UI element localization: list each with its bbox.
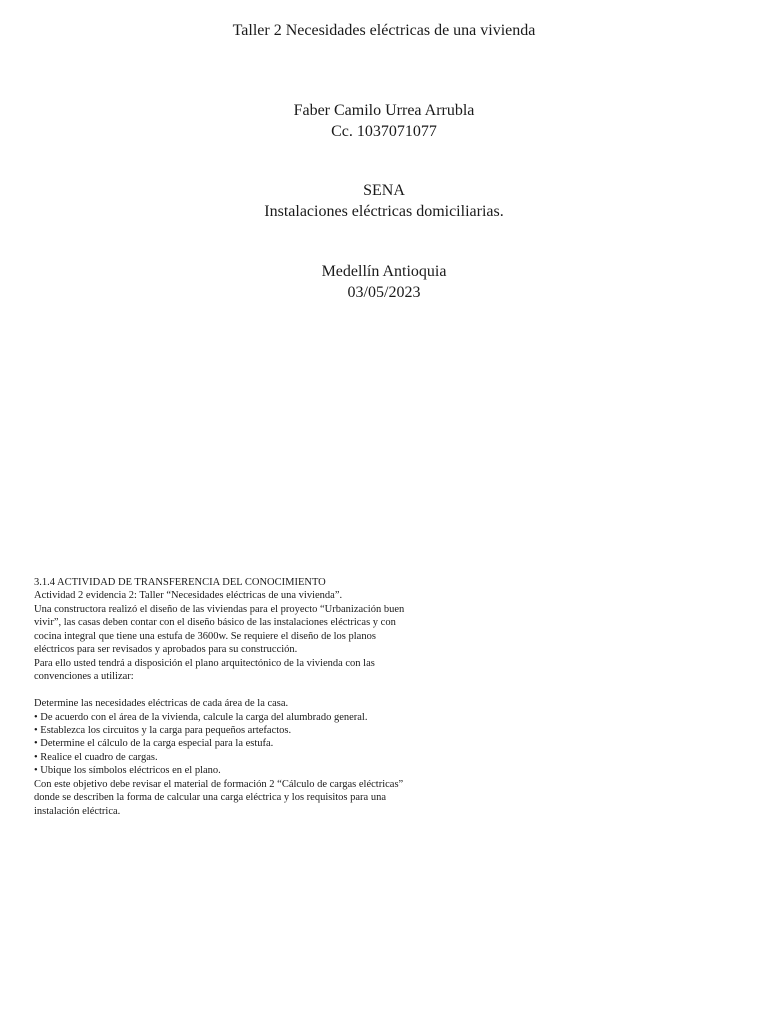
paragraph-line: eléctricos para ser revisados y aprobados para su construcción.	[34, 644, 298, 656]
paragraph-line: Para ello usted tendrá a disposición el plano arquitectónico de la vivienda con las	[34, 657, 375, 669]
paragraph-line: vivir”, las casas deben contar con el diseño básico de las instalaciones eléctricas y con	[34, 617, 396, 629]
bullet-item: • Determine el cálculo de la carga especial para la estufa.	[34, 738, 274, 750]
bullet-item: • De acuerdo con el área de la vivienda, calcule la carga del alumbrado general.	[34, 711, 368, 723]
paragraph-line: convenciones a utilizar:	[34, 671, 134, 683]
paragraph-line: cocina integral que tiene una estufa de 3600w. Se requiere el diseño de los planos	[34, 630, 376, 642]
document-title: Taller 2 Necesidades eléctricas de una vivienda	[232, 22, 536, 39]
paragraph-line: instalación eléctrica.	[34, 805, 121, 817]
instruction-line: Determine las necesidades eléctricas de cada área de la casa.	[34, 698, 289, 710]
program-name: Instalaciones eléctricas domiciliarias.	[264, 203, 504, 220]
author-name: Faber Camilo Urrea Arrubla	[293, 102, 475, 119]
activity-subtitle: Actividad 2 evidencia 2: Taller “Necesidades eléctricas de una vivienda”.	[34, 590, 343, 602]
bullet-item: • Ubique los símbolos eléctricos en el plano.	[34, 765, 221, 777]
document-date: 03/05/2023	[347, 284, 421, 301]
activity-text-block	[34, 576, 464, 818]
institution-name: SENA	[363, 182, 405, 199]
section-heading: 3.1.4 ACTIVIDAD DE TRANSFERENCIA DEL CONOCIMIENTO	[34, 577, 326, 588]
blank-line	[34, 684, 464, 697]
author-id: Cc. 1037071077	[331, 123, 437, 140]
paragraph-line: donde se describen la forma de calcular una carga eléctrica y los requisitos para una	[34, 792, 386, 804]
city-name: Medellín Antioquia	[321, 263, 447, 280]
paragraph-line: Con este objetivo debe revisar el material de formación 2 “Cálculo de cargas eléctricas”	[34, 778, 404, 790]
bullet-item: • Establezca los circuitos y la carga para pequeños artefactos.	[34, 724, 292, 736]
bullet-item: • Realice el cuadro de cargas.	[34, 751, 158, 763]
paragraph-line: Una constructora realizó el diseño de las viviendas para el proyecto “Urbanización buen	[34, 603, 405, 615]
